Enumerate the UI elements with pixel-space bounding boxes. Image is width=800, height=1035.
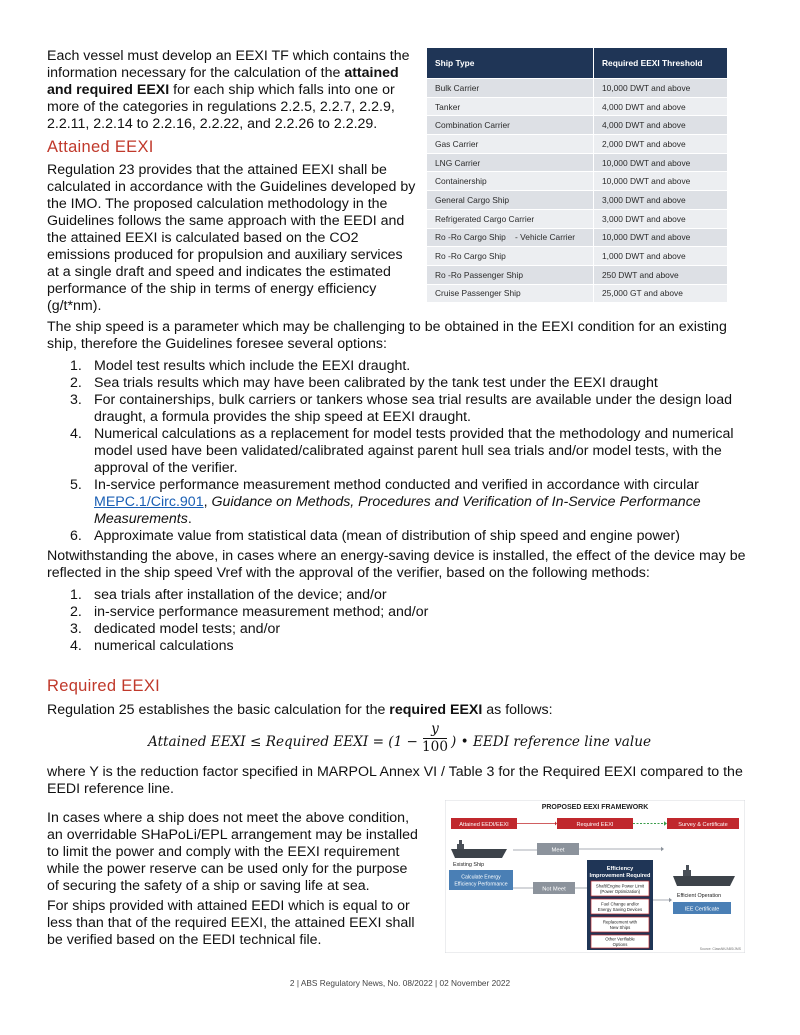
threshold-cell: 1,000 DWT and above [594,247,728,266]
header-threshold: Required EEXI Threshold [594,48,728,79]
eexi-framework-figure [445,800,745,953]
option4-line1: Other Verifiable [605,936,635,942]
table-row [427,191,728,210]
intro-text: Each vessel must develop an EEXI TF which contains the information necessary for the calculation of the [47,48,410,81]
guidance-title: Guidance on Methods, Procedures and Verification of In-Service Performance Measurements [94,494,701,527]
efficient-operation-label: Efficient Operation [676,893,722,899]
survey-label: Survey & Certificate [678,822,728,828]
formula-fraction [421,722,449,755]
efficiency-line2: Improvement Required [589,873,651,879]
ship-type-cell: Gas Carrier [427,135,594,154]
ship-type-cell: Bulk Carrier [427,79,594,98]
ship-type-cell: General Cargo Ship [427,191,594,210]
attained-eexi-heading: Attained EEXI [47,138,154,156]
header-ship-type: Ship Type [427,48,594,79]
list-item: 2. in-service performance measurement method; and/or [70,604,429,620]
intro-text-rest: for each ship which falls into one or more of the categories in regulations 2.2.5, 2.2.7, 2.2.9, 2.2.11, 2.2.14 to 2.2.16, 2.2.22, and 2.2.26 to 2.2.29. [47,82,395,132]
formula-numerator: y [431,721,439,737]
ship-type-cell: Ro -Ro Cargo Ship - Vehicle Carrier [427,228,594,247]
reduction-factor-paragraph: where Y is the reduction factor specified in MARPOL Annex VI / Table 3 for the Required EEXI compared to the EEDI reference line. [47,764,743,797]
list-item: 4. Numerical calculations as a replacement for model tests provided that the methodology and numerical model used have been validated/calibrated against parent hull sea trials and/or model tests, with the approval of the verifier. [70,426,734,476]
threshold-cell: 10,000 DWT and above [594,153,728,172]
figure-title: PROPOSED EEXI FRAMEWORK [541,804,649,811]
ship-type-cell: Ro -Ro Cargo Ship [427,247,594,266]
list-item: 1. sea trials after installation of the device; and/or [70,587,387,603]
table-header-row [427,48,728,79]
ship-speed-paragraph: The ship speed is a parameter which may be challenging to be obtained in the EEXI condition for an existing ship, therefore the Guidelines foresee several options: [47,319,727,352]
eexi-formula [148,722,668,756]
eexi-threshold-table [427,48,728,302]
table-row [427,135,728,154]
required-eexi-heading: Required EEXI [47,677,161,695]
table-body [427,79,728,303]
threshold-cell: 10,000 DWT and above [594,79,728,98]
formula-left: Attained EEXI ≤ Required EEXI = (1 − [148,734,418,750]
threshold-cell: 3,000 DWT and above [594,209,728,228]
list-item: 3. dedicated model tests; and/or [70,621,281,637]
option3-line2: New Ships [609,925,631,930]
formula-denominator: 100 [422,739,448,755]
required-label: Required EEXI [576,822,614,828]
figure-source: Source: ClassNK/ABS/JMS [699,947,741,951]
speed-options-list [47,358,752,545]
threshold-cell: 250 DWT and above [594,265,728,284]
threshold-cell: 10,000 DWT and above [594,172,728,191]
ship-type-cell: LNG Carrier [427,153,594,172]
ship-type-cell: Refrigerated Cargo Carrier [427,209,594,228]
existing-ship-label: Existing Ship [453,862,485,868]
table-row [427,209,728,228]
page-footer: 2 | ABS Regulatory News, No. 08/2022 | 02 November 2022 [289,978,511,988]
option3-line1: Replacement with [602,919,638,925]
overridable-paragraph: In cases where a ship does not meet the above condition, an overridable SHaPoLi/EPL arrangement may be installed to limit the power and comply with the EEXI requirement while the power reserve can be used only for the purpose of securing the safety of a ship or saving life at sea. [47,810,418,894]
calculate-line2: Efficiency Performance [454,881,508,888]
iee-label: IEE Certificate [684,906,720,913]
table-row [427,172,728,191]
intro-paragraph [47,48,419,133]
table-row [427,265,728,284]
meet-label: Meet [551,847,565,854]
table-row [427,284,728,302]
ship-type-cell: Ro -Ro Passenger Ship [427,265,594,284]
ship-type-cell: Tanker [427,97,594,116]
table-row [427,79,728,98]
option4-line2: Options [612,942,628,947]
esd-methods-list [47,587,752,655]
ship-type-cell: Combination Carrier [427,116,594,135]
list-item: 1. Model test results which include the EEXI draught. [70,358,411,374]
list-item: 5. In-service performance measurement method conducted and verified in accordance with circular MEPC.1/Circ.901, Guidance on Methods, Procedures and Verification of In-Service Performance Measurements. [70,477,701,527]
threshold-cell: 2,000 DWT and above [594,135,728,154]
intro-bold-text: attained and required EEXI [47,65,399,98]
threshold-cell: 4,000 DWT and above [594,116,728,135]
threshold-cell: 10,000 DWT and above [594,228,728,247]
regulation-25-paragraph: Regulation 25 establishes the basic calculation for the required EEXI as follows: [47,702,553,718]
option1-line1: Shaft/Engine Power Limit [595,883,645,889]
list-item: 3. For containerships, bulk carriers or tankers whose sea trial results are available under the design load draught, a formula provides the ship speed at EEXI draught. [70,392,732,425]
energy-saving-paragraph: Notwithstanding the above, in cases where an energy-saving device is installed, the effect of the device may be reflected in the ship speed Vref with the approval of the verifier, based on the following methods: [47,548,746,581]
efficiency-line1: Efficiency [606,866,634,872]
list-item: 6. Approximate value from statistical data (mean of distribution of ship speed and engine power) [70,528,680,544]
list-item: 2. Sea trials results which may have been calibrated by the tank test under the EEXI draught [70,375,658,391]
ship-type-cell: Cruise Passenger Ship [427,284,594,302]
threshold-cell: 3,000 DWT and above [594,191,728,210]
list-item: 4. numerical calculations [70,638,234,654]
option2-line1: Fuel Change and/or [601,901,639,907]
calculate-line1: Calculate Energy [461,874,501,881]
table-row [427,153,728,172]
table-row [427,247,728,266]
table-row [427,228,728,247]
mepc-circular-link[interactable]: MEPC.1/Circ.901 [94,494,204,510]
regulation-23-paragraph: Regulation 23 provides that the attained EEXI shall be calculated in accordance with the Guidelines developed by the IMO. The proposed calculation methodology in the Guidelines follows the same approach with the EEDI and the attained EEXI is calculated based on the CO2 emissions produced for propulsion and auxiliary services at a single draft and speed and indicates the estimated performance of the ship in terms of energy efficiency (g/t*nm). [47,162,416,314]
option2-line2: Energy Saving Devices [597,907,643,912]
ship-type-cell: Containership [427,172,594,191]
eedi-verification-paragraph: For ships provided with attained EEDI which is equal to or less than that of the required EEXI, the attained EEXI shall be verified based on the EEDI technical file. [47,898,415,948]
attained-label: Attained EEDI/EEXI [459,822,509,828]
table-row [427,116,728,135]
threshold-cell: 4,000 DWT and above [594,97,728,116]
not-meet-label: Not Meet [542,886,566,893]
threshold-cell: 25,000 GT and above [594,284,728,302]
formula-right: ) • EEDI reference line value [451,734,652,750]
option1-line2: (Power Optimization) [599,889,641,894]
table-row [427,97,728,116]
